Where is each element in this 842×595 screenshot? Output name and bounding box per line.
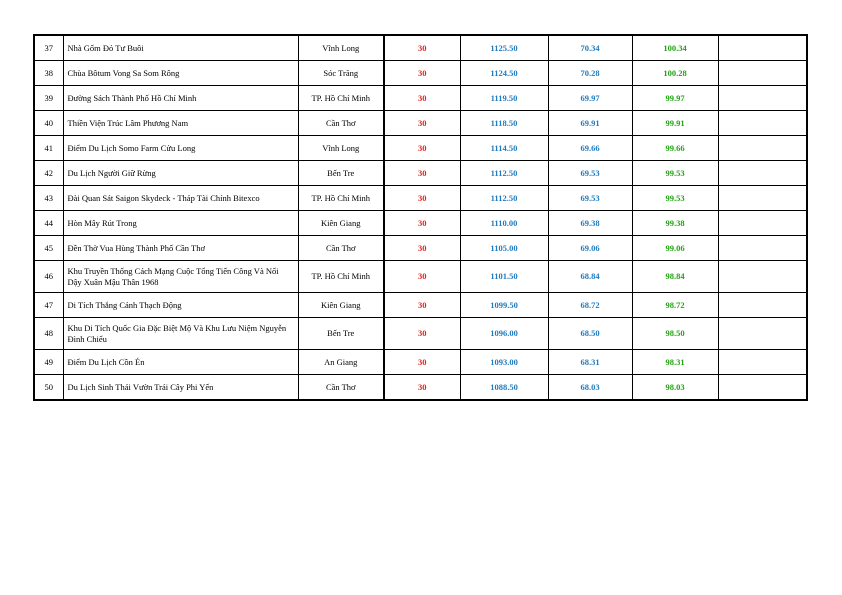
attraction-name-cell: Khu Di Tích Quốc Gia Đặc Biệt Mộ Và Khu Lưu Niệm Nguyễn Đình Chiểu xyxy=(63,318,298,350)
attraction-name-cell: Chùa Bôtum Vong Sa Som Rông xyxy=(63,61,298,86)
score-c-cell: 69.66 xyxy=(548,136,632,161)
score-a-cell: 30 xyxy=(384,293,460,318)
table-row xyxy=(34,318,807,350)
score-d-cell: 99.53 xyxy=(632,161,718,186)
row-number-cell: 47 xyxy=(34,293,63,318)
score-d-cell: 100.34 xyxy=(632,35,718,61)
score-d-cell: 98.03 xyxy=(632,375,718,401)
attraction-name-cell: Khu Truyền Thống Cách Mạng Cuộc Tổng Tiến Công Và Nổi Dậy Xuân Mậu Thân 1968 xyxy=(63,261,298,293)
row-number-cell: 45 xyxy=(34,236,63,261)
row-number-cell: 50 xyxy=(34,375,63,401)
score-c-cell: 69.97 xyxy=(548,86,632,111)
score-d-cell: 100.28 xyxy=(632,61,718,86)
table-row xyxy=(34,111,807,136)
province-cell: Bến Tre xyxy=(298,318,384,350)
table-row xyxy=(34,375,807,401)
empty-cell xyxy=(718,293,807,318)
table-row xyxy=(34,35,807,61)
score-d-cell: 99.91 xyxy=(632,111,718,136)
score-c-cell: 68.03 xyxy=(548,375,632,401)
table-row xyxy=(34,261,807,293)
score-a-cell: 30 xyxy=(384,236,460,261)
score-b-cell: 1105.00 xyxy=(460,236,548,261)
attraction-name-cell: Du Lịch Người Giữ Rừng xyxy=(63,161,298,186)
score-a-cell: 30 xyxy=(384,161,460,186)
attraction-name-cell: Điểm Du Lịch Somo Farm Cửu Long xyxy=(63,136,298,161)
score-c-cell: 68.72 xyxy=(548,293,632,318)
empty-cell xyxy=(718,211,807,236)
province-cell: Vĩnh Long xyxy=(298,35,384,61)
row-number-cell: 44 xyxy=(34,211,63,236)
score-a-cell: 30 xyxy=(384,211,460,236)
score-d-cell: 99.53 xyxy=(632,186,718,211)
score-a-cell: 30 xyxy=(384,186,460,211)
province-cell: TP. Hồ Chí Minh xyxy=(298,261,384,293)
empty-cell xyxy=(718,375,807,401)
score-d-cell: 99.38 xyxy=(632,211,718,236)
empty-cell xyxy=(718,161,807,186)
province-cell: TP. Hồ Chí Minh xyxy=(298,86,384,111)
province-cell: Vĩnh Long xyxy=(298,136,384,161)
province-cell: Cần Thơ xyxy=(298,236,384,261)
empty-cell xyxy=(718,350,807,375)
score-a-cell: 30 xyxy=(384,111,460,136)
score-d-cell: 98.84 xyxy=(632,261,718,293)
score-d-cell: 98.72 xyxy=(632,293,718,318)
table-row xyxy=(34,236,807,261)
score-a-cell: 30 xyxy=(384,375,460,401)
score-a-cell: 30 xyxy=(384,318,460,350)
row-number-cell: 38 xyxy=(34,61,63,86)
score-a-cell: 30 xyxy=(384,261,460,293)
score-a-cell: 30 xyxy=(384,136,460,161)
score-c-cell: 69.53 xyxy=(548,161,632,186)
province-cell: Kiên Giang xyxy=(298,293,384,318)
row-number-cell: 49 xyxy=(34,350,63,375)
attraction-name-cell: Di Tích Thắng Cảnh Thạch Động xyxy=(63,293,298,318)
score-b-cell: 1125.50 xyxy=(460,35,548,61)
score-b-cell: 1112.50 xyxy=(460,186,548,211)
empty-cell xyxy=(718,318,807,350)
ranking-table xyxy=(33,34,808,401)
empty-cell xyxy=(718,35,807,61)
table-row xyxy=(34,86,807,111)
score-b-cell: 1088.50 xyxy=(460,375,548,401)
empty-cell xyxy=(718,236,807,261)
score-b-cell: 1112.50 xyxy=(460,161,548,186)
table-row xyxy=(34,136,807,161)
score-a-cell: 30 xyxy=(384,350,460,375)
score-c-cell: 69.06 xyxy=(548,236,632,261)
attraction-name-cell: Đường Sách Thành Phố Hồ Chí Minh xyxy=(63,86,298,111)
attraction-name-cell: Hòn Mây Rút Trong xyxy=(63,211,298,236)
row-number-cell: 40 xyxy=(34,111,63,136)
score-d-cell: 98.31 xyxy=(632,350,718,375)
score-a-cell: 30 xyxy=(384,61,460,86)
score-c-cell: 69.38 xyxy=(548,211,632,236)
row-number-cell: 48 xyxy=(34,318,63,350)
row-number-cell: 39 xyxy=(34,86,63,111)
score-c-cell: 68.50 xyxy=(548,318,632,350)
province-cell: Bến Tre xyxy=(298,161,384,186)
table-row xyxy=(34,61,807,86)
score-b-cell: 1114.50 xyxy=(460,136,548,161)
score-b-cell: 1093.00 xyxy=(460,350,548,375)
table-row xyxy=(34,350,807,375)
empty-cell xyxy=(718,261,807,293)
province-cell: Cần Thơ xyxy=(298,111,384,136)
table-row xyxy=(34,161,807,186)
table-row xyxy=(34,186,807,211)
score-b-cell: 1110.00 xyxy=(460,211,548,236)
attraction-name-cell: Nhà Gốm Đỏ Tư Buôi xyxy=(63,35,298,61)
score-c-cell: 68.84 xyxy=(548,261,632,293)
province-cell: Cần Thơ xyxy=(298,375,384,401)
row-number-cell: 46 xyxy=(34,261,63,293)
score-b-cell: 1096.00 xyxy=(460,318,548,350)
table-row xyxy=(34,293,807,318)
attraction-name-cell: Du Lịch Sinh Thái Vườn Trái Cây Phi Yến xyxy=(63,375,298,401)
table-row xyxy=(34,211,807,236)
row-number-cell: 42 xyxy=(34,161,63,186)
empty-cell xyxy=(718,136,807,161)
score-d-cell: 99.97 xyxy=(632,86,718,111)
empty-cell xyxy=(718,86,807,111)
score-b-cell: 1119.50 xyxy=(460,86,548,111)
score-d-cell: 98.50 xyxy=(632,318,718,350)
empty-cell xyxy=(718,111,807,136)
province-cell: An Giang xyxy=(298,350,384,375)
row-number-cell: 43 xyxy=(34,186,63,211)
province-cell: Sóc Trăng xyxy=(298,61,384,86)
score-d-cell: 99.66 xyxy=(632,136,718,161)
score-c-cell: 68.31 xyxy=(548,350,632,375)
score-b-cell: 1124.50 xyxy=(460,61,548,86)
score-c-cell: 70.34 xyxy=(548,35,632,61)
attraction-name-cell: Thiền Viện Trúc Lâm Phương Nam xyxy=(63,111,298,136)
province-cell: TP. Hồ Chí Minh xyxy=(298,186,384,211)
row-number-cell: 41 xyxy=(34,136,63,161)
score-a-cell: 30 xyxy=(384,35,460,61)
score-d-cell: 99.06 xyxy=(632,236,718,261)
score-b-cell: 1118.50 xyxy=(460,111,548,136)
score-b-cell: 1099.50 xyxy=(460,293,548,318)
province-cell: Kiên Giang xyxy=(298,211,384,236)
score-c-cell: 69.53 xyxy=(548,186,632,211)
score-c-cell: 69.91 xyxy=(548,111,632,136)
table-body xyxy=(34,35,807,400)
empty-cell xyxy=(718,186,807,211)
score-c-cell: 70.28 xyxy=(548,61,632,86)
attraction-name-cell: Đền Thờ Vua Hùng Thành Phố Cần Thơ xyxy=(63,236,298,261)
row-number-cell: 37 xyxy=(34,35,63,61)
attraction-name-cell: Đài Quan Sát Saigon Skydeck - Tháp Tài Chính Bitexco xyxy=(63,186,298,211)
attraction-name-cell: Điểm Du Lịch Cồn Én xyxy=(63,350,298,375)
score-a-cell: 30 xyxy=(384,86,460,111)
empty-cell xyxy=(718,61,807,86)
score-b-cell: 1101.50 xyxy=(460,261,548,293)
